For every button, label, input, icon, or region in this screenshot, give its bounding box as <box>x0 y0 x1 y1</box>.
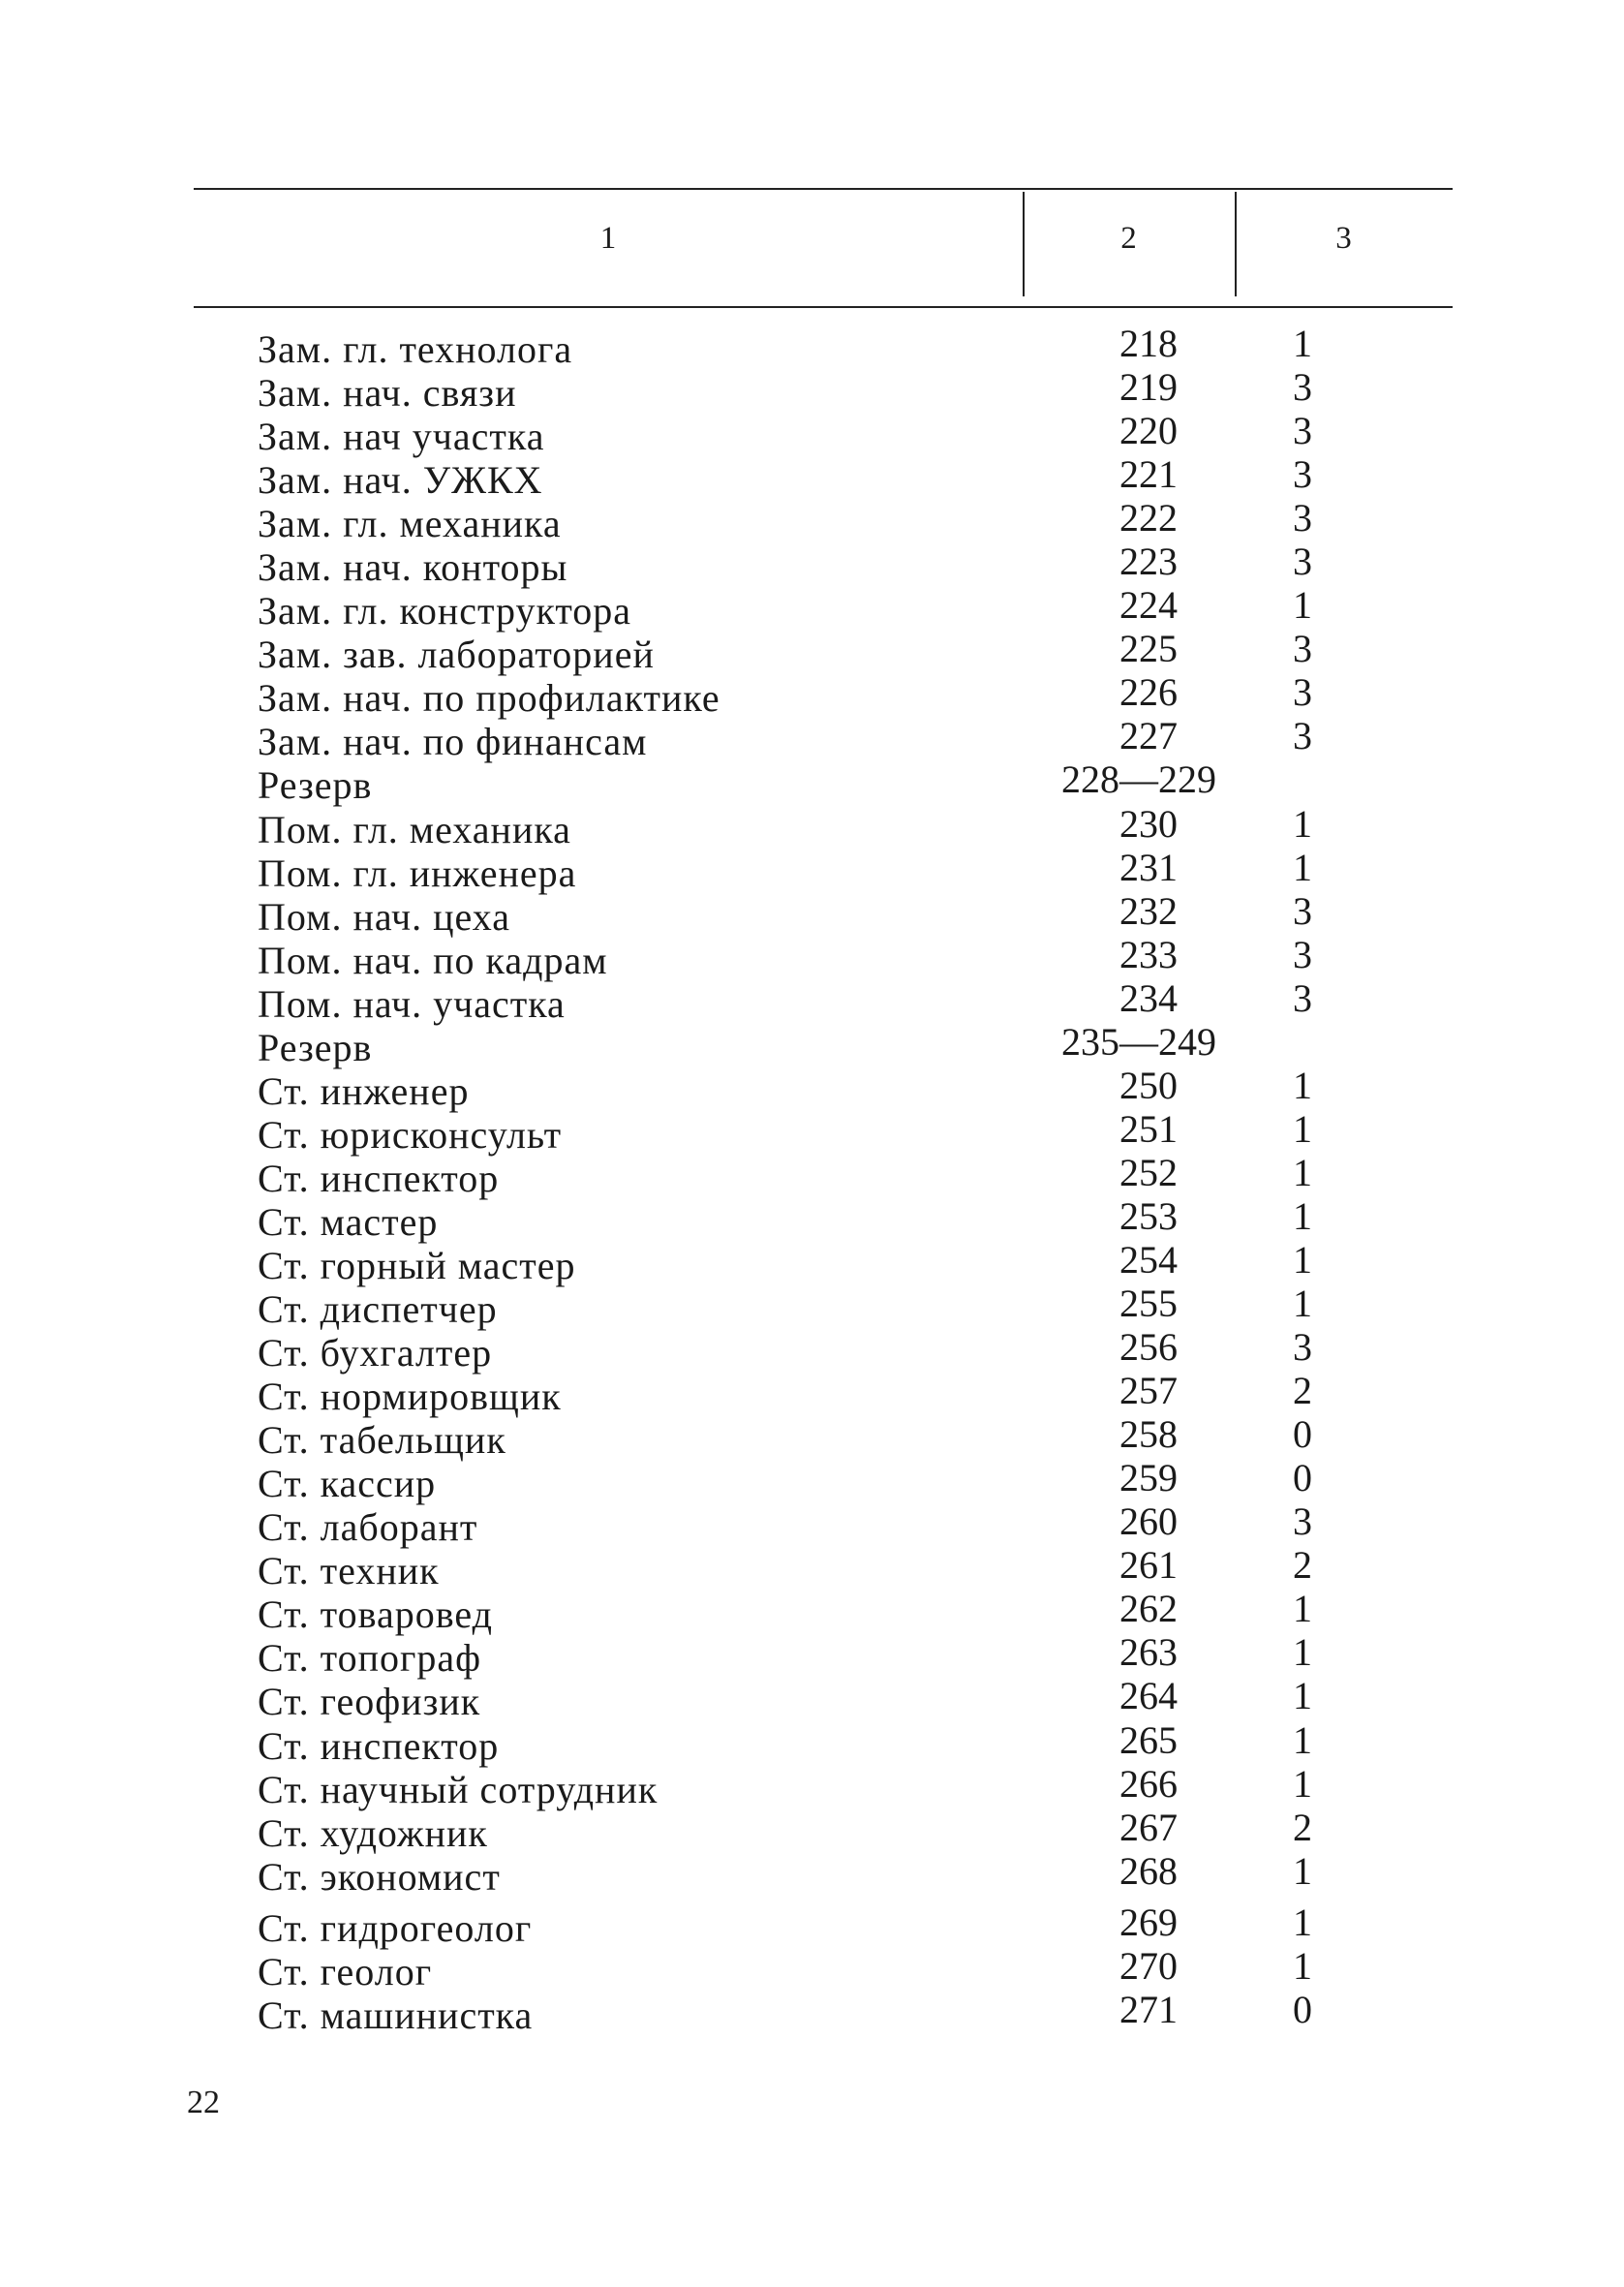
category-value: 0 <box>1293 1412 1312 1457</box>
table-row <box>0 1369 1624 1419</box>
position-code: 221 <box>1119 452 1178 497</box>
category-value: 1 <box>1293 322 1312 365</box>
category-value: 3 <box>1293 670 1312 715</box>
category-value: 3 <box>1293 1325 1312 1370</box>
position-title: Ст. инспектор <box>258 1723 500 1768</box>
position-title: Ст. машинистка <box>258 1993 534 2037</box>
position-code: 263 <box>1119 1630 1178 1675</box>
category-value: 0 <box>1293 1987 1312 2031</box>
position-code: 252 <box>1119 1150 1178 1194</box>
position-code: 251 <box>1119 1106 1178 1151</box>
page-number: 22 <box>187 2085 220 2120</box>
position-code: 271 <box>1119 1987 1178 2031</box>
table-row <box>0 1943 1624 1993</box>
table-row <box>0 1630 1624 1681</box>
position-title: Ст. мастер <box>258 1199 439 1244</box>
table-row <box>0 888 1624 939</box>
category-value: 3 <box>1293 932 1312 976</box>
table-row <box>0 1717 1624 1768</box>
table-row <box>0 1150 1624 1200</box>
category-value: 1 <box>1293 1282 1312 1326</box>
table-row <box>0 1193 1624 1244</box>
category-value: 1 <box>1293 1063 1312 1107</box>
position-title: Пом. нач. по кадрам <box>258 938 608 982</box>
position-code: 222 <box>1119 496 1178 541</box>
position-title: Зам. нач. связи <box>258 371 517 416</box>
position-title: Зам. гл. технолога <box>258 327 573 371</box>
position-code: 259 <box>1119 1456 1178 1500</box>
position-code: 254 <box>1119 1237 1178 1282</box>
position-title: Пом. нач. цеха <box>258 894 510 939</box>
category-value: 3 <box>1293 409 1312 453</box>
table-row <box>0 365 1624 416</box>
table-row <box>0 845 1624 895</box>
table-row <box>0 1805 1624 1855</box>
position-code: 225 <box>1119 627 1178 671</box>
table-row <box>0 452 1624 503</box>
category-value: 3 <box>1293 540 1312 584</box>
position-title: Ст. топограф <box>258 1636 482 1681</box>
table-row <box>0 1063 1624 1113</box>
position-title: Пом. гл. инженера <box>258 850 577 895</box>
category-value: 1 <box>1293 1630 1312 1675</box>
position-code: 235—249 <box>1061 1019 1216 1064</box>
table-row <box>0 1282 1624 1332</box>
position-code: 223 <box>1119 540 1178 584</box>
category-value: 1 <box>1293 1193 1312 1238</box>
category-value: 0 <box>1293 1456 1312 1500</box>
position-code: 269 <box>1119 1900 1178 1944</box>
category-value: 1 <box>1293 1674 1312 1718</box>
position-title: Ст. инспектор <box>258 1156 500 1200</box>
category-value: 1 <box>1293 1943 1312 1988</box>
position-code: 255 <box>1119 1282 1178 1326</box>
category-value: 1 <box>1293 801 1312 846</box>
category-value: 1 <box>1293 1106 1312 1151</box>
position-title: Ст. техник <box>258 1549 440 1593</box>
table-row <box>0 583 1624 634</box>
table-row <box>0 1674 1624 1724</box>
position-title: Ст. геолог <box>258 1949 433 1993</box>
position-code: 220 <box>1119 409 1178 453</box>
table-row <box>0 1456 1624 1506</box>
position-code: 227 <box>1119 714 1178 758</box>
position-code: 256 <box>1119 1325 1178 1370</box>
position-code: 266 <box>1119 1761 1178 1806</box>
table-row <box>0 714 1624 764</box>
table-row <box>0 409 1624 459</box>
table-row <box>0 932 1624 982</box>
position-title: Ст. кассир <box>258 1462 437 1506</box>
table-row <box>0 757 1624 808</box>
position-title: Резерв <box>258 1025 373 1069</box>
category-value: 3 <box>1293 714 1312 758</box>
table-row <box>0 1587 1624 1637</box>
position-title: Ст. товаровед <box>258 1592 493 1637</box>
position-code: 218 <box>1119 322 1178 365</box>
table-row <box>0 801 1624 851</box>
position-code: 258 <box>1119 1412 1178 1457</box>
position-code: 231 <box>1119 845 1178 889</box>
table-header-rule <box>194 306 1453 308</box>
position-title: Зам. нач. конторы <box>258 545 568 590</box>
table-row <box>0 1848 1624 1899</box>
position-code: 219 <box>1119 365 1178 410</box>
table-row <box>0 1499 1624 1550</box>
position-code: 250 <box>1119 1063 1178 1107</box>
category-value: 1 <box>1293 1717 1312 1762</box>
position-title: Ст. диспетчер <box>258 1287 498 1332</box>
position-title: Ст. научный сотрудник <box>258 1767 659 1811</box>
position-code: 264 <box>1119 1674 1178 1718</box>
position-title: Зам. гл. конструктора <box>258 589 632 634</box>
category-value: 3 <box>1293 452 1312 497</box>
position-title: Ст. горный мастер <box>258 1243 576 1287</box>
position-title: Зам. нач. по финансам <box>258 720 648 764</box>
category-value: 1 <box>1293 1761 1312 1806</box>
position-code: 230 <box>1119 801 1178 846</box>
position-code: 260 <box>1119 1499 1178 1544</box>
table-row <box>0 1987 1624 2037</box>
category-value: 3 <box>1293 975 1312 1020</box>
position-code: 270 <box>1119 1943 1178 1988</box>
category-value: 1 <box>1293 1848 1312 1893</box>
category-value: 2 <box>1293 1805 1312 1849</box>
table-row <box>0 627 1624 677</box>
category-value: 2 <box>1293 1543 1312 1588</box>
position-code: 253 <box>1119 1193 1178 1238</box>
category-value: 1 <box>1293 1150 1312 1194</box>
position-title: Ст. нормировщик <box>258 1375 562 1419</box>
table-row <box>0 496 1624 546</box>
position-title: Ст. инженер <box>258 1068 470 1113</box>
category-value: 3 <box>1293 888 1312 933</box>
position-code: 267 <box>1119 1805 1178 1849</box>
column-header-3: 3 <box>1335 221 1352 256</box>
position-title: Ст. экономист <box>258 1854 501 1899</box>
position-code: 224 <box>1119 583 1178 628</box>
table-row <box>0 1237 1624 1287</box>
table-top-rule <box>194 188 1453 190</box>
position-code: 262 <box>1119 1587 1178 1631</box>
table-row <box>0 1412 1624 1463</box>
position-code: 268 <box>1119 1848 1178 1893</box>
position-title: Ст. табельщик <box>258 1418 506 1463</box>
position-title: Ст. геофизик <box>258 1680 481 1724</box>
position-title: Зам. гл. механика <box>258 502 562 546</box>
position-title: Ст. гидрогеолог <box>258 1905 533 1950</box>
table-row <box>0 322 1624 371</box>
category-value: 3 <box>1293 627 1312 671</box>
category-value: 2 <box>1293 1369 1312 1413</box>
table-row <box>0 1761 1624 1811</box>
position-title: Ст. лаборант <box>258 1505 478 1550</box>
position-title: Пом. гл. механика <box>258 807 571 851</box>
category-value: 1 <box>1293 845 1312 889</box>
position-code: 232 <box>1119 888 1178 933</box>
table-row <box>0 1325 1624 1375</box>
category-value: 3 <box>1293 1499 1312 1544</box>
table-row <box>0 1019 1624 1069</box>
position-code: 261 <box>1119 1543 1178 1588</box>
position-title: Ст. юрисконсульт <box>258 1112 563 1157</box>
table-row <box>0 1106 1624 1157</box>
table-row <box>0 670 1624 721</box>
position-title: Зам. нач участка <box>258 415 545 459</box>
column-header-1: 1 <box>599 221 617 256</box>
table-row <box>0 1900 1624 1950</box>
table-row <box>0 540 1624 590</box>
table-row <box>0 975 1624 1026</box>
position-code: 233 <box>1119 932 1178 976</box>
category-value: 1 <box>1293 1900 1312 1944</box>
position-title: Ст. художник <box>258 1810 488 1855</box>
position-title: Зам. нач. по профилактике <box>258 676 720 721</box>
category-value: 1 <box>1293 1237 1312 1282</box>
position-code: 228—229 <box>1061 757 1216 802</box>
category-value: 3 <box>1293 496 1312 541</box>
position-title: Резерв <box>258 763 373 808</box>
position-code: 234 <box>1119 975 1178 1020</box>
table-row <box>0 1543 1624 1593</box>
category-value: 1 <box>1293 1587 1312 1631</box>
position-title: Зам. нач. УЖКХ <box>258 458 543 503</box>
position-code: 226 <box>1119 670 1178 715</box>
category-value: 3 <box>1293 365 1312 410</box>
position-title: Пом. нач. участка <box>258 981 566 1026</box>
position-title: Ст. бухгалтер <box>258 1331 493 1375</box>
column-header-2: 2 <box>1120 221 1137 256</box>
position-title: Зам. зав. лабораторией <box>258 633 655 677</box>
category-value: 1 <box>1293 583 1312 628</box>
position-code: 257 <box>1119 1369 1178 1413</box>
table-body <box>0 322 1624 2037</box>
position-code: 265 <box>1119 1717 1178 1762</box>
